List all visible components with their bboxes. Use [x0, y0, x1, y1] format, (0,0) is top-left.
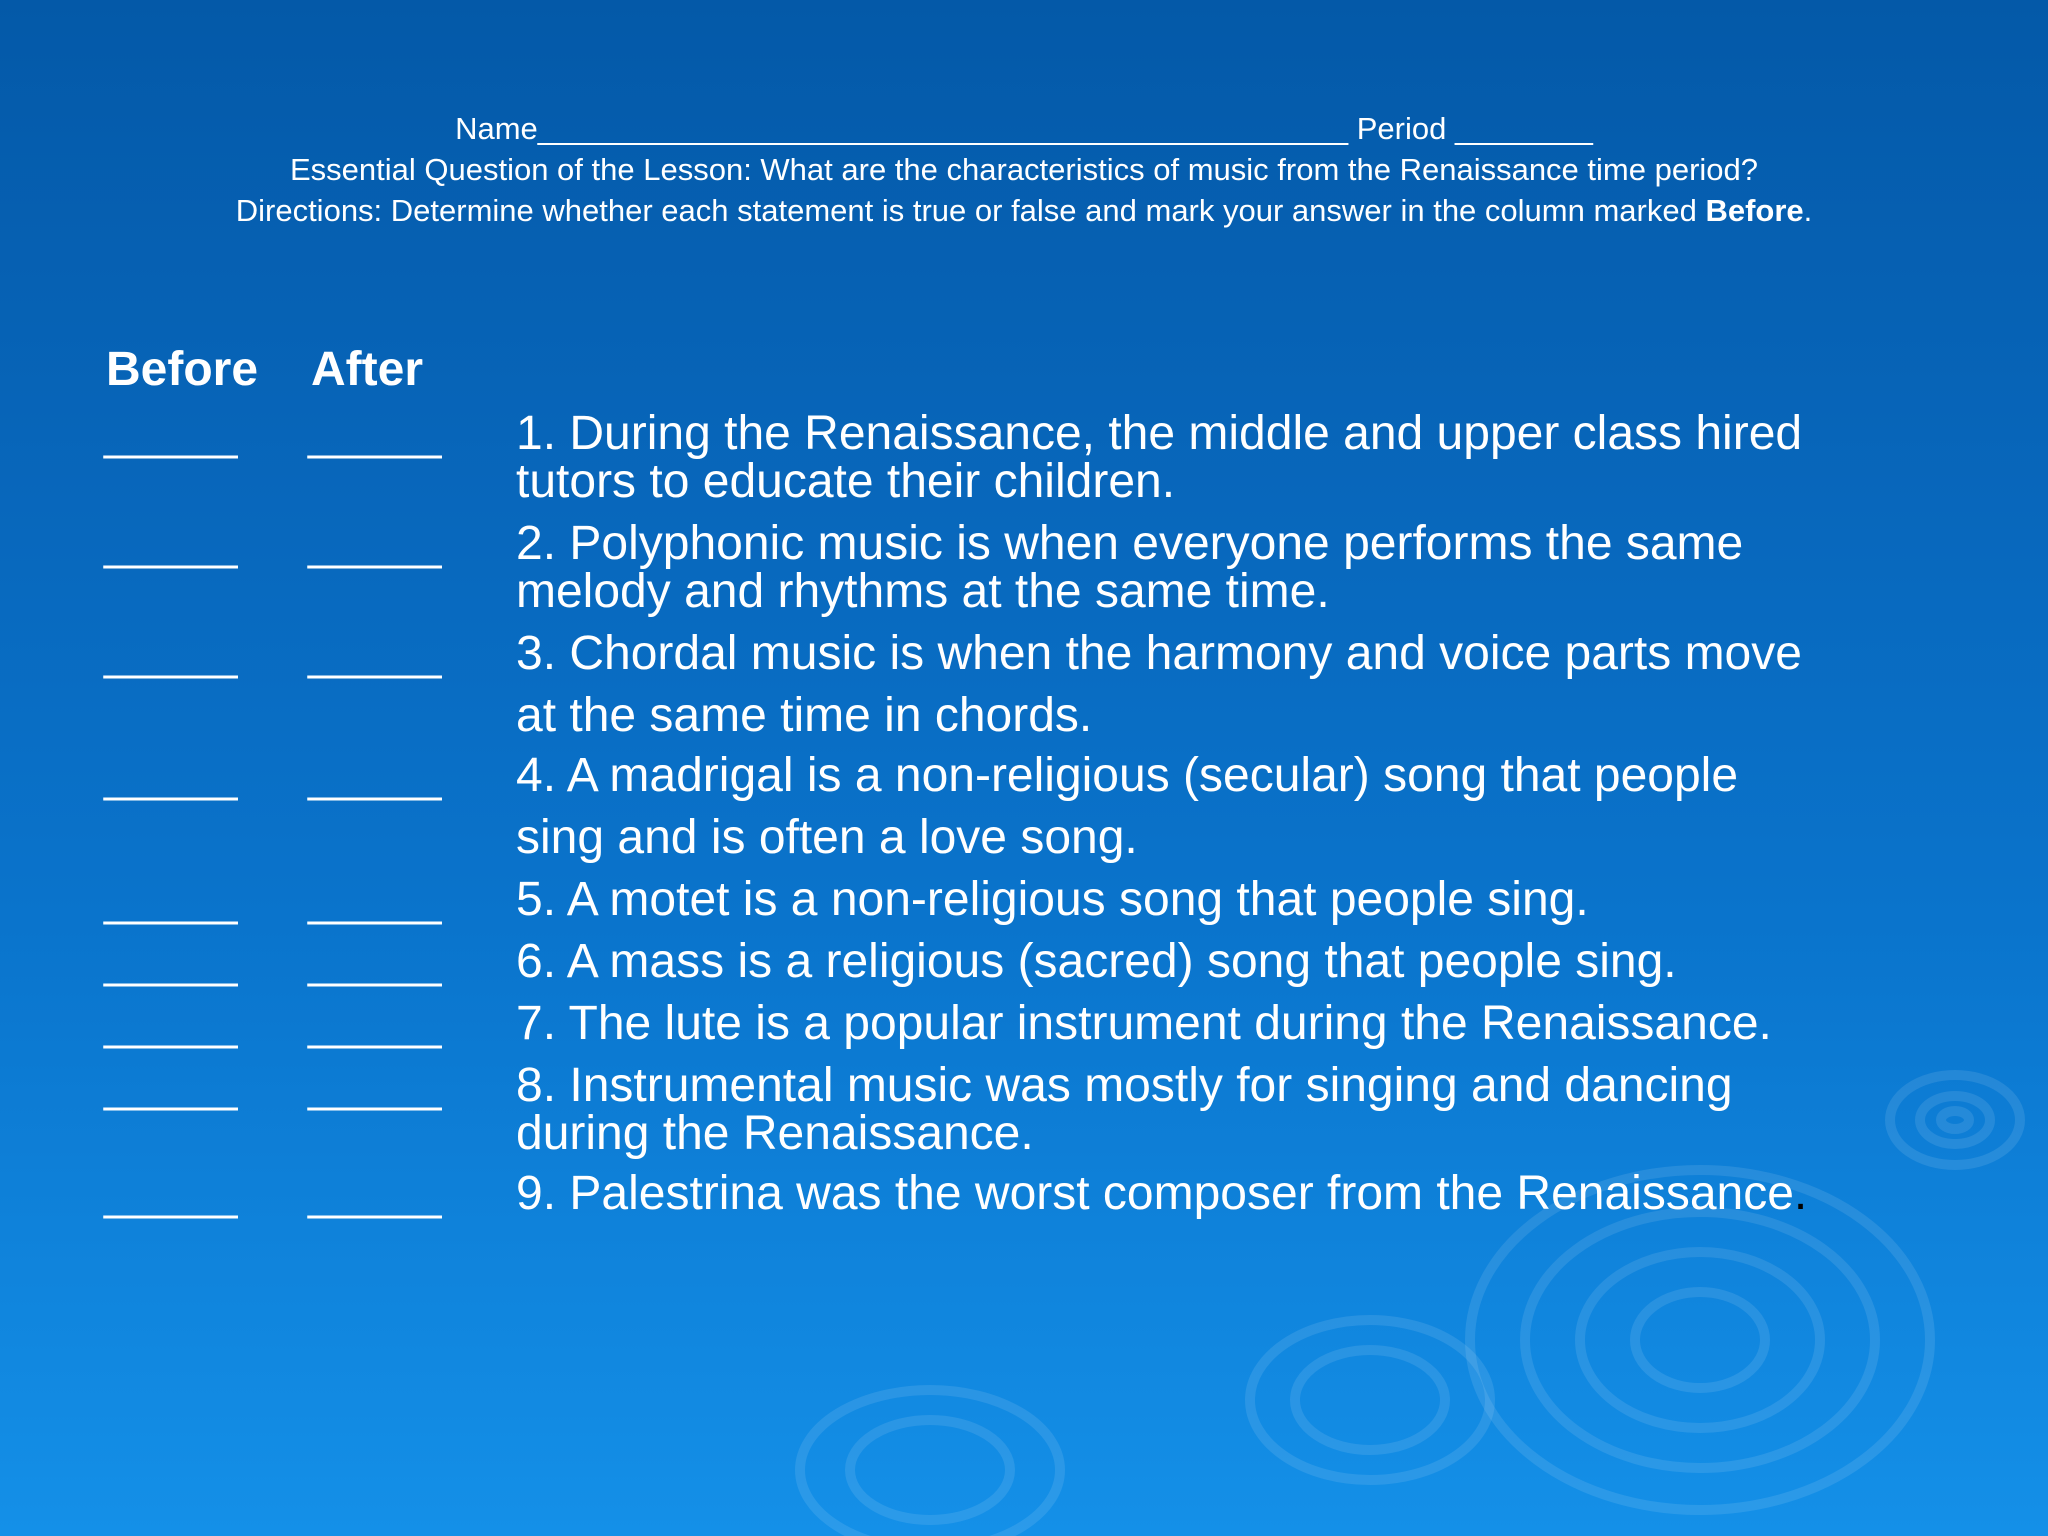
statement-text	[516, 873, 1936, 926]
essential-question: Essential Question of the Lesson: What are the characteristics of music from the Renaissance time period?	[289, 152, 1759, 187]
statement-text	[516, 1167, 1936, 1220]
before-answer-blank[interactable]: _____	[104, 627, 238, 680]
final-period: .	[1793, 1167, 1808, 1220]
after-answer-blank[interactable]: _____	[308, 873, 442, 926]
directions-text: Directions: Determine whether each statement is true or false and mark your answer in the column marked	[235, 193, 1706, 228]
statement-line-continued: sing and is often a love song.	[516, 811, 1138, 864]
statement-text	[516, 1059, 1936, 1160]
statement-text	[516, 997, 1936, 1050]
statement-line: 1. During the Renaissance, the middle and upper class hired	[516, 407, 1803, 460]
statement-text	[516, 745, 1936, 869]
after-column-header: After	[311, 343, 424, 396]
statement-text	[516, 623, 1936, 747]
statement-text	[516, 407, 1936, 508]
statement-line-continued: at the same time in chords.	[516, 689, 1093, 742]
statement-text	[516, 935, 1936, 988]
worksheet-header	[0, 108, 2048, 231]
after-answer-blank[interactable]: _____	[308, 997, 442, 1050]
after-answer-blank[interactable]: _____	[308, 1059, 442, 1112]
statement-line-continued: tutors to educate their children.	[516, 455, 1176, 508]
statement-line-continued: during the Renaissance.	[516, 1107, 1034, 1160]
name-period-line: Name_______________________________________________ Period ________	[455, 111, 1593, 146]
after-answer-blank[interactable]: _____	[308, 627, 442, 680]
statement-line: 3. Chordal music is when the harmony and voice parts move	[516, 627, 1802, 680]
before-answer-blank[interactable]: _____	[104, 1167, 238, 1220]
statement-line-text: 9. Palestrina was the worst composer from the Renaissance	[516, 1167, 1794, 1220]
after-answer-blank[interactable]: _____	[308, 407, 442, 460]
statement-line: 5. A motet is a non-religious song that people sing.	[516, 873, 1589, 926]
statement-line: 4. A madrigal is a non-religious (secular) song that people	[516, 749, 1739, 802]
before-column-header: Before	[106, 343, 259, 396]
before-answer-blank[interactable]: _____	[104, 407, 238, 460]
before-answer-blank[interactable]: _____	[104, 1059, 238, 1112]
directions-period: .	[1803, 193, 1813, 228]
after-answer-blank[interactable]: _____	[308, 1167, 442, 1220]
after-answer-blank[interactable]: _____	[308, 517, 442, 570]
directions	[0, 190, 2048, 231]
statement-line: 2. Polyphonic music is when everyone performs the same	[516, 517, 1744, 570]
before-answer-blank[interactable]: _____	[104, 517, 238, 570]
before-answer-blank[interactable]: _____	[104, 749, 238, 802]
statement-line: 7. The lute is a popular instrument during the Renaissance.	[516, 997, 1772, 1050]
statement-line	[516, 1167, 1936, 1220]
before-answer-blank[interactable]: _____	[104, 997, 238, 1050]
statement-line: 6. A mass is a religious (sacred) song that people sing.	[516, 935, 1677, 988]
statement-text	[516, 517, 1936, 618]
after-answer-blank[interactable]: _____	[308, 749, 442, 802]
before-answer-blank[interactable]: _____	[104, 935, 238, 988]
statement-line: 8. Instrumental music was mostly for singing and dancing	[516, 1059, 1733, 1112]
statement-line-continued: melody and rhythms at the same time.	[516, 565, 1330, 618]
before-answer-blank[interactable]: _____	[104, 873, 238, 926]
directions-before-word: Before	[1705, 193, 1804, 228]
after-answer-blank[interactable]: _____	[308, 935, 442, 988]
